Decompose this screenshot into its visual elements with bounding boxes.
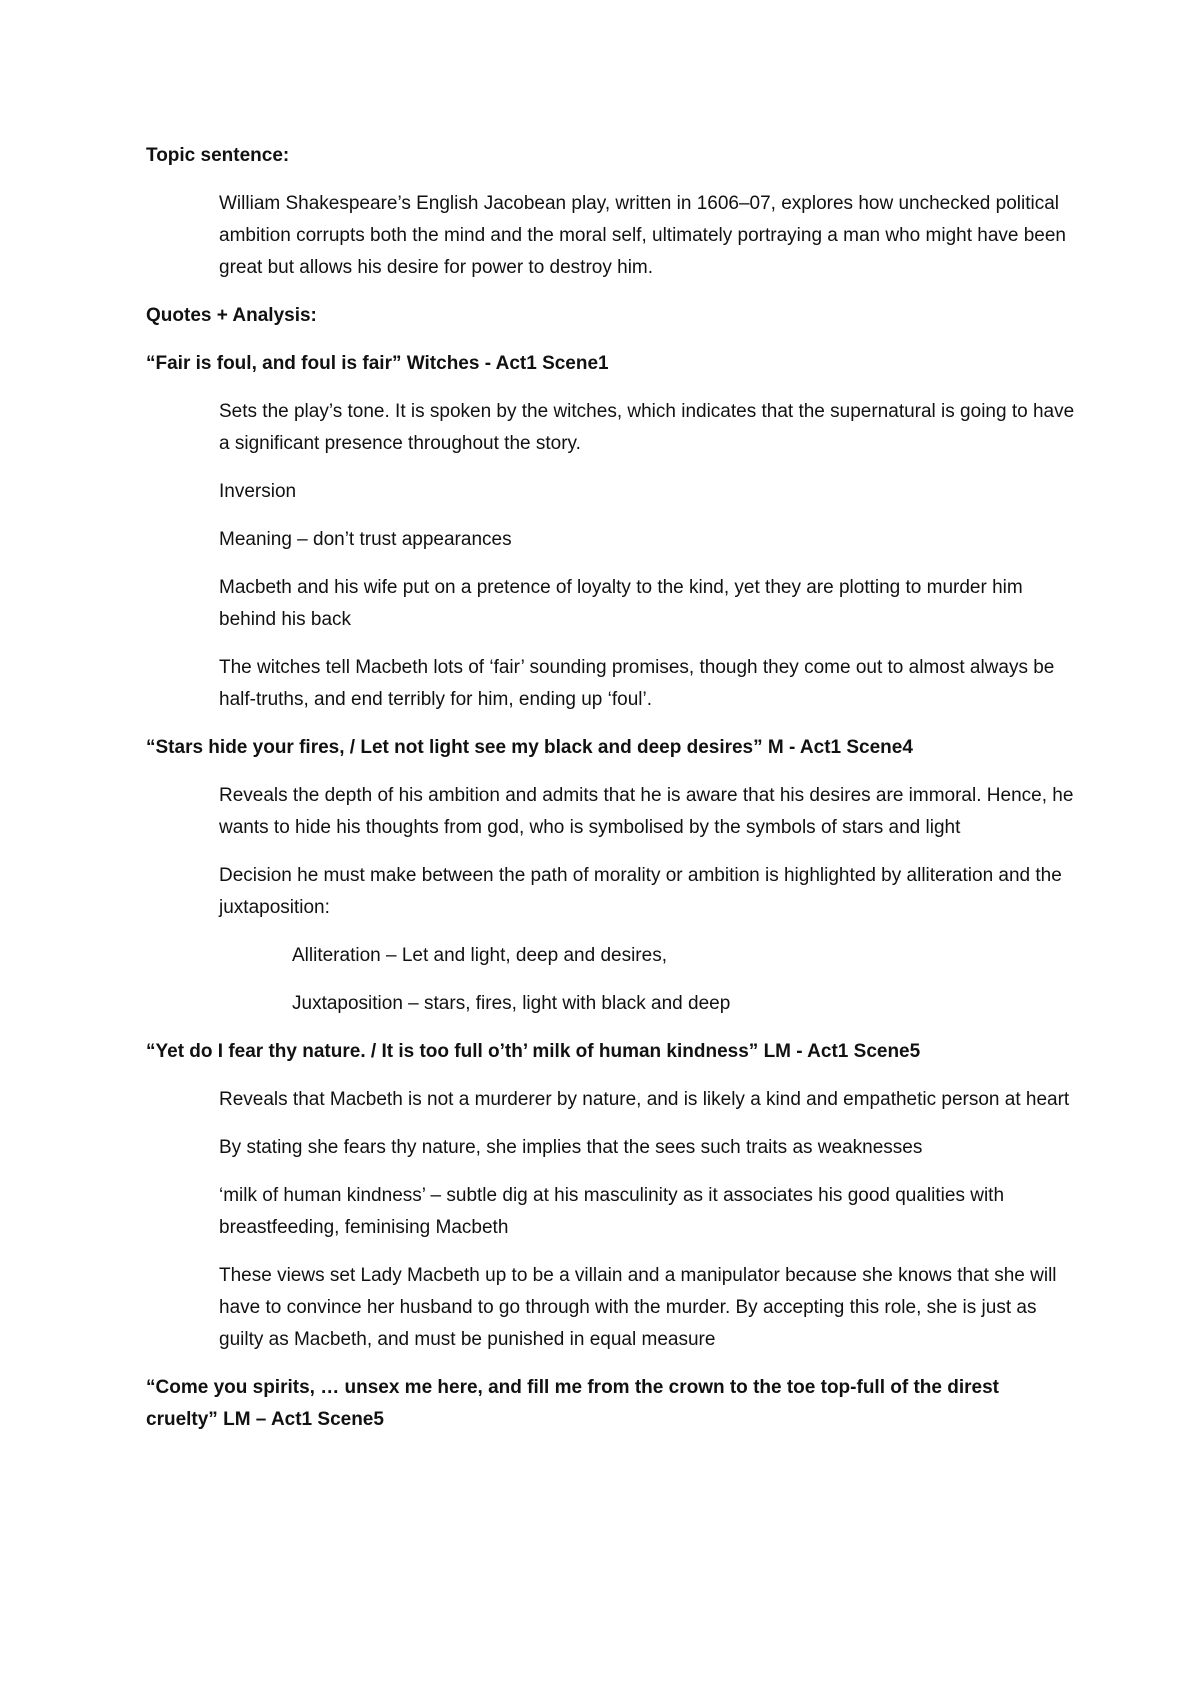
analysis-point: Reveals the depth of his ambition and admits that he is aware that his desires are immoral. Hence, he wants to hide his thoughts from god, who is symbolised by the symbols of stars and light: [219, 785, 1074, 838]
quote-heading: “Yet do I fear thy nature. / It is too full o’th’ milk of human kindness” LM - Act1 Scene5: [146, 1041, 921, 1062]
quote-heading: “Come you spirits, … unsex me here, and fill me from the crown to the toe top-full of the direst cruelty” LM – Act1 Scene5: [146, 1377, 999, 1430]
analysis-point: Inversion: [219, 481, 297, 502]
topic-sentence-text: William Shakespeare’s English Jacobean play, written in 1606–07, explores how unchecked political ambition corrupts both the mind and the moral self, ultimately portraying a man who might have been great but allows his desire for power to destroy him.: [219, 193, 1067, 278]
analysis-subpoint: Juxtaposition – stars, fires, light with black and deep: [292, 993, 731, 1014]
analysis-point: These views set Lady Macbeth up to be a villain and a manipulator because she knows that she will have to convince her husband to go through with the murder. By accepting this role, she is just as guilty as Macbeth, and must be punished in equal measure: [219, 1265, 1057, 1350]
analysis-point: ‘milk of human kindness’ – subtle dig at his masculinity as it associates his good qualities with breastfeeding, feminising Macbeth: [219, 1185, 1005, 1238]
analysis-point: Decision he must make between the path of morality or ambition is highlighted by alliteration and the juxtaposition:: [219, 865, 1062, 918]
quotes-analysis-label: Quotes + Analysis:: [146, 305, 317, 326]
analysis-point: Reveals that Macbeth is not a murderer by nature, and is likely a kind and empathetic person at heart: [219, 1089, 1070, 1110]
analysis-point: By stating she fears thy nature, she implies that the sees such traits as weaknesses: [219, 1137, 923, 1158]
analysis-subpoint: Alliteration – Let and light, deep and desires,: [292, 945, 667, 966]
analysis-point: Meaning – don’t trust appearances: [219, 529, 512, 550]
analysis-point: Macbeth and his wife put on a pretence of loyalty to the kind, yet they are plotting to murder him behind his back: [219, 577, 1023, 630]
analysis-point: Sets the play’s tone. It is spoken by the witches, which indicates that the supernatural is going to have a significant presence throughout the story.: [219, 401, 1075, 454]
quote-heading: “Stars hide your fires, / Let not light see my black and deep desires” M - Act1 Scene4: [146, 737, 913, 758]
document-body: [146, 140, 1076, 1452]
analysis-point: The witches tell Macbeth lots of ‘fair’ sounding promises, though they come out to almost always be half-truths, and end terribly for him, ending up ‘foul’.: [219, 657, 1055, 710]
topic-sentence-label: Topic sentence:: [146, 145, 290, 166]
quote-heading: “Fair is foul, and foul is fair” Witches - Act1 Scene1: [146, 353, 609, 374]
